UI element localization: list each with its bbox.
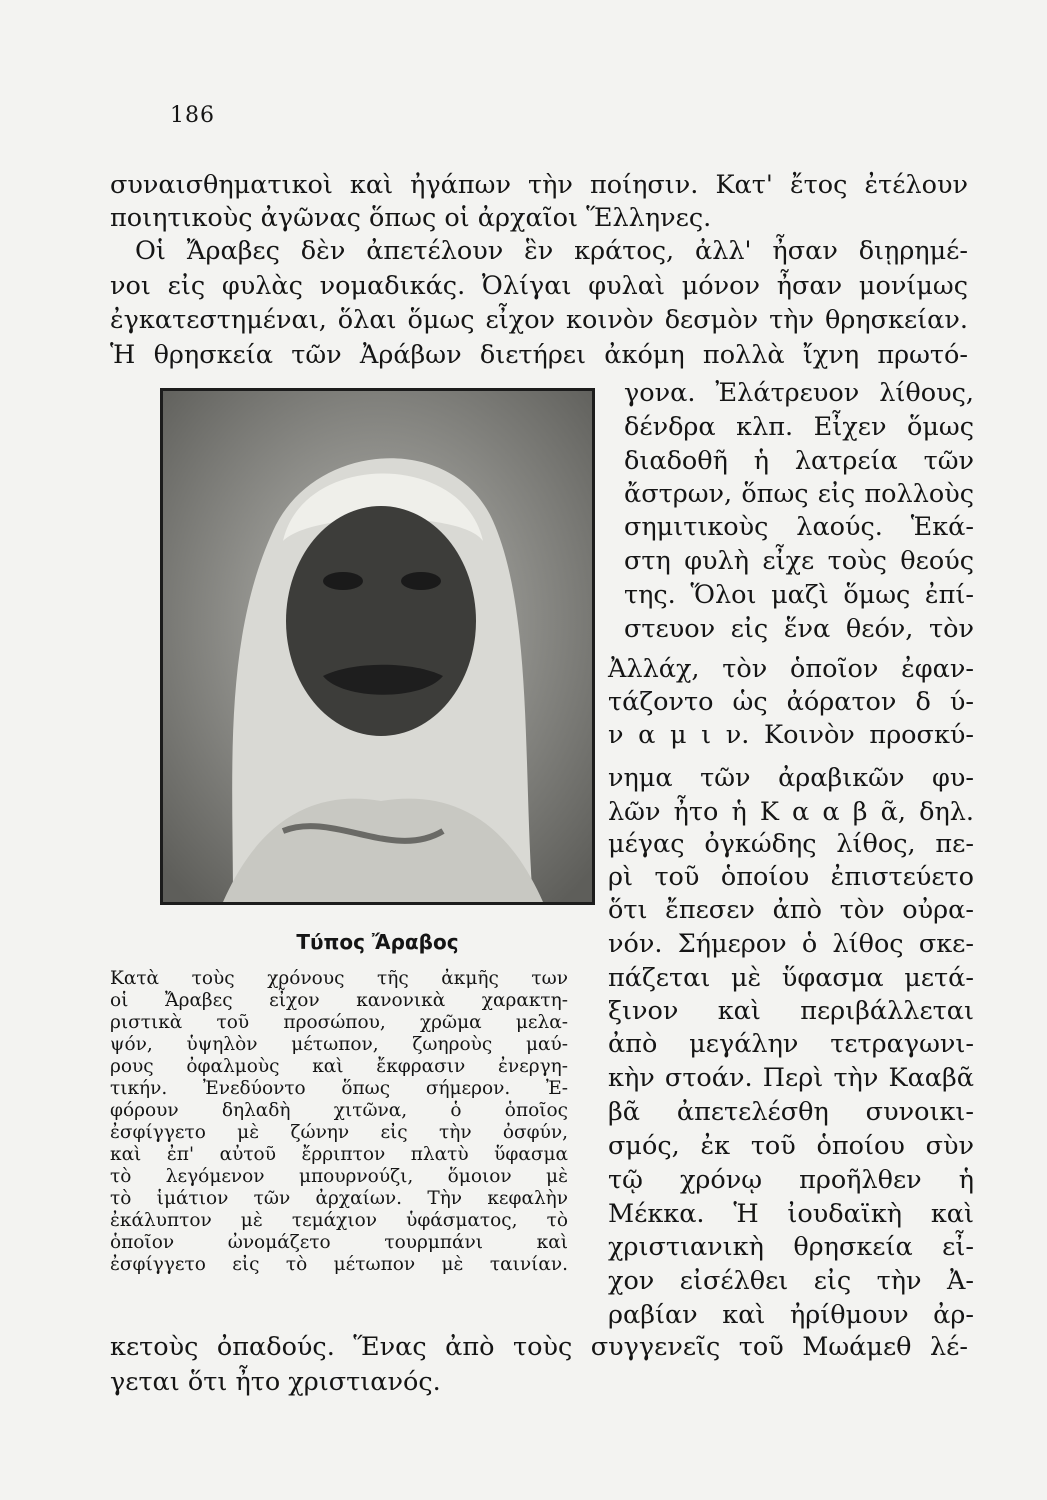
arab-portrait-photo: [160, 388, 595, 905]
body-line: συναισθηματικοὶ καὶ ἠγάπων τὴν ποίησιν. Κατ' ἔτος ἐτέλουν: [110, 170, 968, 200]
caption-line: τικήν. Ἐνεδύοντο ὅπως σήμερον. Ἐ-: [110, 1078, 568, 1099]
body-line: κὴν στοάν. Περὶ τὴν Κααβᾶ: [608, 1063, 974, 1093]
body-line: Οἱ Ἄραβες δὲν ἀπετέλουν ἓν κράτος, ἀλλ' ἦσαν διῃρημέ-: [135, 236, 968, 266]
body-line: ν α μ ι ν. Κοινὸν προσκύ-: [608, 720, 974, 750]
caption-line: τὸ ἱμάτιον τῶν ἀρχαίων. Τὴν κεφαλὴν: [110, 1188, 568, 1209]
caption-line: Κατὰ τοὺς χρόνους τῆς ἀκμῆς των: [110, 968, 568, 989]
body-line: νημα τῶν ἀραβικῶν φυ-: [608, 763, 974, 793]
body-line: ἄστρων, ὅπως εἰς πολλοὺς: [624, 479, 974, 509]
caption-line: τὸ λεγόμενον μπουρνούζι, ὅμοιον μὲ: [110, 1166, 568, 1187]
body-line: ποιητικοὺς ἀγῶνας ὅπως οἱ ἀρχαῖοι Ἕλληνες.: [110, 203, 712, 233]
body-line: Μέκκα. Ἡ ἰουδαϊκὴ καὶ: [608, 1199, 974, 1229]
body-line: ρὶ τοῦ ὁποίου ἐπιστεύετο: [608, 862, 974, 892]
body-line: στη φυλὴ εἶχε τοὺς θεούς: [624, 546, 974, 576]
body-line: γεται ὅτι ἦτο χριστιανός.: [110, 1367, 441, 1397]
body-line: της. Ὅλοι μαζὶ ὅμως ἐπί-: [624, 580, 974, 610]
body-line: τῷ χρόνῳ προῆλθεν ἡ: [608, 1165, 974, 1195]
caption-line: ψόν, ὑψηλὸν μέτωπον, ζωηροὺς μαύ-: [110, 1034, 568, 1055]
caption-line: ὁποῖον ὠνομάζετο τουρμπάνι καὶ: [110, 1232, 568, 1253]
body-line: Ἀλλάχ, τὸν ὁποῖον ἐφαν-: [608, 654, 974, 684]
body-line: ἀπὸ μεγάλην τετραγωνι-: [608, 1029, 974, 1059]
body-line: κετοὺς ὀπαδούς. Ἕνας ἀπὸ τοὺς συγγενεῖς τοῦ Μωάμεθ λέ-: [110, 1332, 968, 1362]
body-line: λῶν ἦτο ἡ Κ α α β ᾶ, δηλ.: [608, 797, 974, 827]
caption-line: ριστικὰ τοῦ προσώπου, χρῶμα μελα-: [110, 1012, 568, 1033]
body-line: πάζεται μὲ ὕφασμα μετά-: [608, 963, 974, 993]
body-line: διαδοθῆ ἡ λατρεία τῶν: [624, 446, 974, 476]
caption-line: ἐκάλυπτον μὲ τεμάχιον ὑφάσματος, τὸ: [110, 1210, 568, 1231]
body-line: ἐγκατεστημέναι, ὅλαι ὅμως εἶχον κοινὸν δεσμὸν τὴν θρησκείαν.: [110, 305, 968, 335]
page-number: 186: [170, 103, 215, 128]
caption-line: καὶ ἐπ' αὐτοῦ ἔρριπτον πλατὺ ὕφασμα: [110, 1144, 568, 1165]
photo-caption-title: Τύπος Ἄραβος: [296, 930, 459, 954]
body-line: ραβίαν καὶ ἠρίθμουν ἀρ-: [608, 1300, 974, 1330]
caption-line: ἐσφίγγετο μὲ ζώνην εἰς τὴν ὀσφύν,: [110, 1122, 568, 1143]
body-line: ὅτι ἔπεσεν ἀπὸ τὸν οὐρα-: [608, 895, 974, 925]
body-line: μέγας ὀγκώδης λίθος, πε-: [608, 829, 974, 859]
body-line: νόν. Σήμερον ὁ λίθος σκε-: [608, 929, 974, 959]
body-line: σημιτικοὺς λαούς. Ἑκά-: [624, 512, 974, 542]
caption-line: φόρουν δηλαδὴ χιτῶνα, ὁ ὁποῖος: [110, 1100, 568, 1121]
body-line: ξινον καὶ περιβάλλεται: [608, 996, 974, 1026]
body-line: βᾶ ἀπετελέσθη συνοικι-: [608, 1097, 974, 1127]
body-line: νοι εἰς φυλὰς νομαδικάς. Ὀλίγαι φυλαὶ μόνον ἦσαν μονίμως: [110, 271, 968, 301]
caption-line: ρους ὀφαλμοὺς καὶ ἔκφρασιν ἐνεργη-: [110, 1056, 568, 1077]
body-line: σμός, ἐκ τοῦ ὁποίου σὺν: [608, 1131, 974, 1161]
body-line: δένδρα κλπ. Εἶχεν ὅμως: [624, 412, 974, 442]
body-line: χον εἰσέλθει εἰς τὴν Ἀ-: [608, 1266, 974, 1296]
body-line: γονα. Ἐλάτρευον λίθους,: [624, 378, 974, 408]
body-line: χριστιανικὴ θρησκεία εἶ-: [608, 1232, 974, 1262]
body-line: Ἡ θρησκεία τῶν Ἀράβων διετήρει ἀκόμη πολλὰ ἴχνη πρωτό-: [110, 340, 968, 370]
caption-line: ἐσφίγγετο εἰς τὸ μέτωπον μὲ ταινίαν.: [110, 1254, 568, 1275]
body-line: στευον εἰς ἕνα θεόν, τὸν: [624, 614, 974, 644]
caption-line: οἱ Ἄραβες εἶχον κανονικὰ χαρακτη-: [110, 990, 568, 1011]
body-line: τάζοντο ὡς ἀόρατον δ ύ-: [608, 687, 974, 717]
